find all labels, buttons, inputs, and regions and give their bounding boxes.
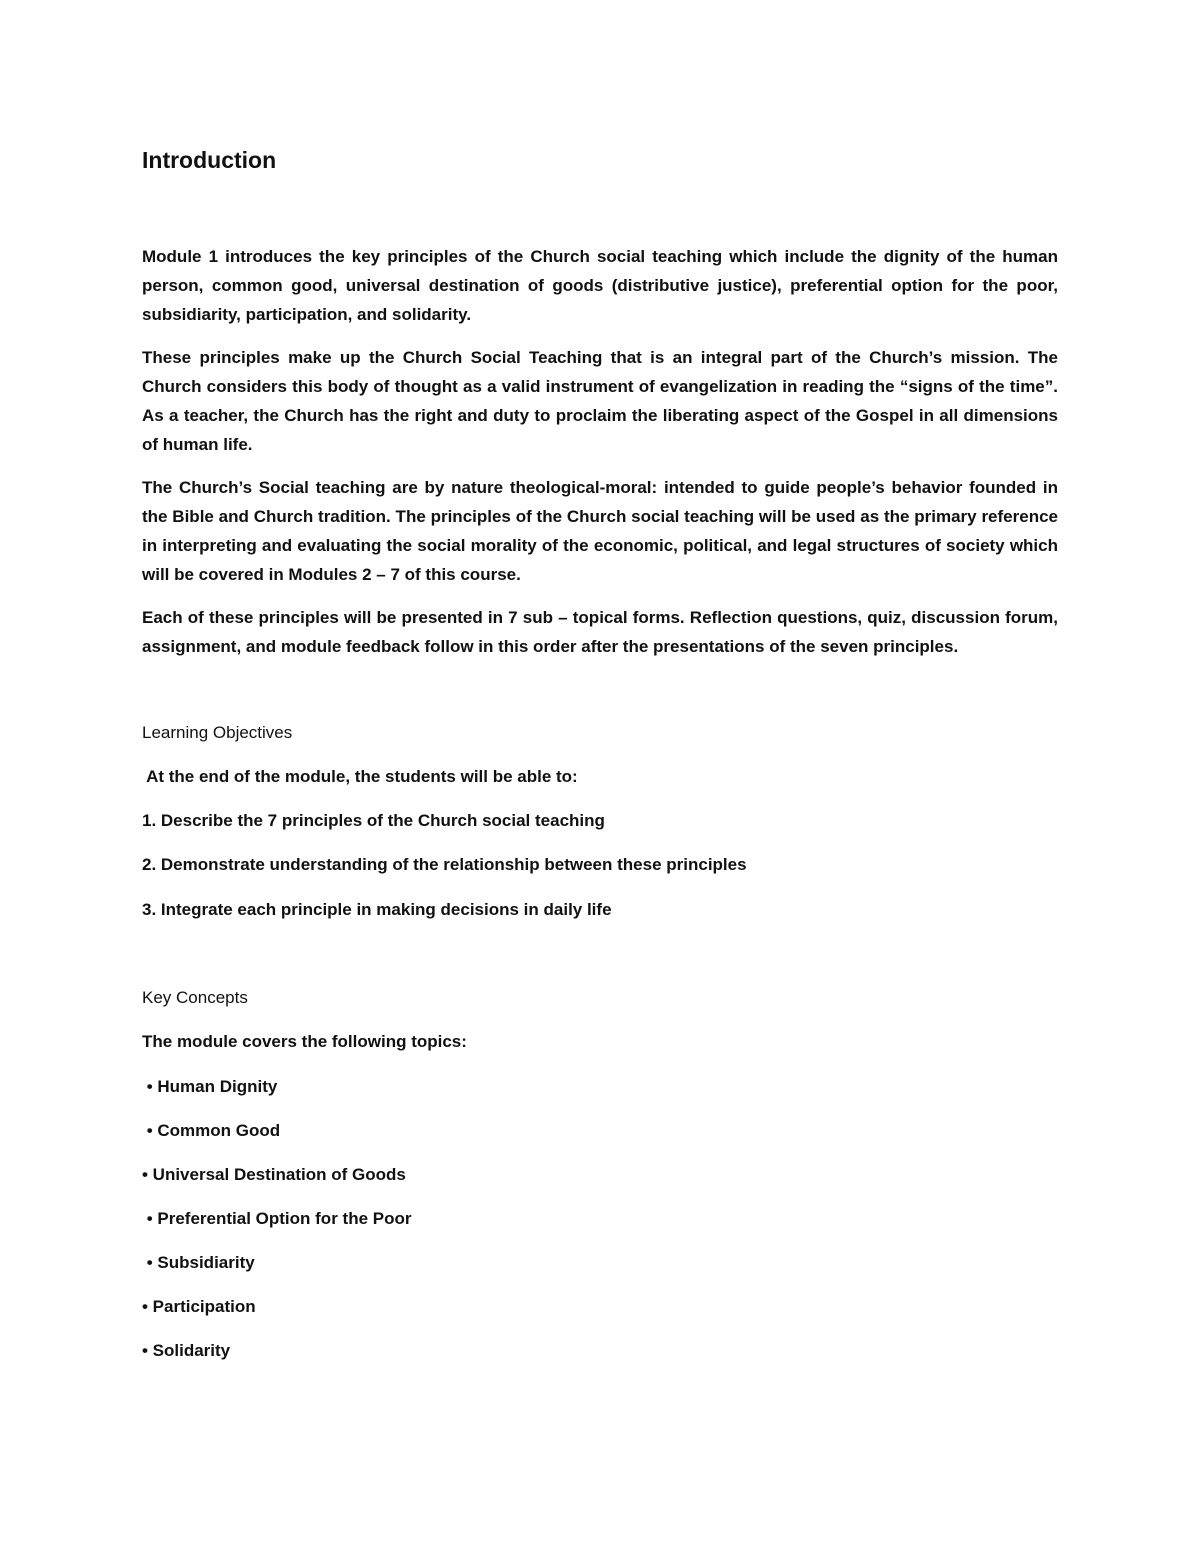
concept-item: • Participation xyxy=(142,1297,256,1316)
document-content xyxy=(142,140,1058,1365)
concept-item: • Human Dignity xyxy=(142,1077,278,1096)
intro-paragraph-1: Module 1 introduces the key principles of the Church social teaching which include the dignity of the human person, common good, universal destination of goods (distributive justice), preferential option for the poor, subsidiarity, participation, and solidarity. xyxy=(142,247,1058,324)
spacer xyxy=(142,180,1058,242)
learning-objectives-list xyxy=(142,807,1058,924)
concept-item: • Solidarity xyxy=(142,1341,231,1360)
objective-item: 2. Demonstrate understanding of the relationship between these principles xyxy=(142,855,747,874)
objective-item: 3. Integrate each principle in making decisions in daily life xyxy=(142,900,612,919)
key-concepts-list xyxy=(142,1073,1058,1365)
concept-item: • Universal Destination of Goods xyxy=(142,1165,406,1184)
learning-objectives-lead: At the end of the module, the students will be able to: xyxy=(142,767,578,786)
intro-paragraph-4: Each of these principles will be presented in 7 sub – topical forms. Reflection questions, quiz, discussion forum, assignment, and module feedback follow in this order after the presentations of the seven principles. xyxy=(142,608,1058,656)
concept-item: • Preferential Option for the Poor xyxy=(142,1209,412,1228)
key-concepts-heading: Key Concepts xyxy=(142,988,248,1007)
concept-item: • Subsidiarity xyxy=(142,1253,255,1272)
concept-item: • Common Good xyxy=(142,1121,281,1140)
learning-objectives-heading: Learning Objectives xyxy=(142,723,293,742)
intro-paragraph-3: The Church’s Social teaching are by nature theological-moral: intended to guide people’s behavior founded in the Bible and Church tradition. The principles of the Church social teaching will be used as the primary reference in interpreting and evaluating the social morality of the economic, political, and legal structures of society which will be covered in Modules 2 – 7 of this course. xyxy=(142,478,1058,584)
intro-paragraph-2: These principles make up the Church Social Teaching that is an integral part of the Church’s mission. The Church considers this body of thought as a valid instrument of evangelization in reading the “signs of the time”. As a teacher, the Church has the right and duty to proclaim the liberating aspect of the Gospel in all dimensions of human life. xyxy=(142,348,1058,454)
document-title: Introduction xyxy=(142,147,277,173)
objective-item: 1. Describe the 7 principles of the Church social teaching xyxy=(142,811,605,830)
key-concepts-lead: The module covers the following topics: xyxy=(142,1032,467,1051)
